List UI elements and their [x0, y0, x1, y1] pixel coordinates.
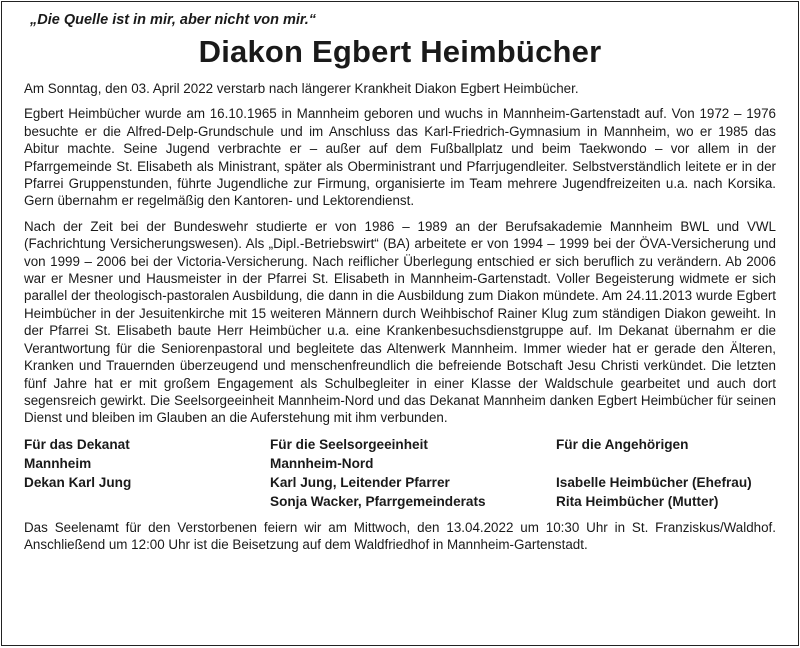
page-title: Diakon Egbert Heimbücher [198, 34, 602, 69]
signature-line: Isabelle Heimbücher (Ehefrau) [556, 474, 752, 490]
funeral-info-paragraph: Das Seelenamt für den Verstorbenen feiern wir am Mittwoch, den 13.04.2022 um 10:30 Uhr in St. Franziskus/Waldhof. Anschließend um 12:00 Uhr ist die Beisetzung auf dem Waldfriedhof in Mannheim-Gartenstadt. [24, 519, 776, 553]
signature-dekanat [24, 435, 270, 511]
signature-line: Karl Jung, Leitender Pfarrer [270, 474, 450, 490]
signature-line: Für die Seelsorgeeinheit [270, 436, 428, 452]
epigraph-quote: „Die Quelle ist in mir, aber nicht von mir.“ [30, 12, 317, 28]
biography-paragraph-youth: Egbert Heimbücher wurde am 16.10.1965 in Mannheim geboren und wuchs in Mannheim-Gartenstadt auf. Von 1972 – 1976 besuchte er die Alfred-Delp-Grundschule und im Anschluss das Karl-Friedrich-Gymnasium in Mannheim, wo er 1985 das Abitur machte. Seine Jugend verbrachte er – außer auf dem Fußballplatz und beim Taekwondo – vor allem in der Pfarrgemeinde St. Elisabeth als Ministrant, später als Oberministrant und Pfarrjugendleiter. Selbstverständlich leitete er in der Pfarrei Gruppenstunden, führte Jugendliche zur Firmung, organisierte im Team mehrere Jugendfreizeiten u.a. nach Korsika. Gern übernahm er regelmäßig den Kantoren- und Lektorendienst. [24, 106, 776, 209]
signature-block [24, 435, 776, 511]
signature-angehoerige [556, 435, 776, 511]
signature-line: Rita Heimbücher (Mutter) [556, 493, 719, 509]
signature-line: Sonja Wacker, Pfarrgemeinderats [270, 493, 486, 509]
intro-paragraph: Am Sonntag, den 03. April 2022 verstarb nach längerer Krankheit Diakon Egbert Heimbücher. [24, 81, 579, 96]
signature-line: Für die Angehörigen [556, 436, 689, 452]
biography-paragraph-career: Nach der Zeit bei der Bundeswehr studierte er von 1986 – 1989 an der Berufsakademie Mannheim BWL und VWL (Fachrichtung Versicherungswesen). Als „Dipl.-Betriebswirt“ (BA) arbeitete er von 1994 – 1999 bei der ÖVA-Versicherung und von 1999 – 2006 bei der Victoria-Versicherung. Nach reiflicher Überlegung entschied er sich beruflich zu verändern. Ab 2006 war er Mesner und Hausmeister in der Pfarrei St. Elisabeth in Mannheim-Gartenstadt. Voller Begeisterung widmete er sich parallel der theologisch-pastoralen Ausbildung, die dann in die Ausbildung zum Diakon mündete. Am 24.11.2013 wurde Egbert Heimbücher in der Jesuitenkirche mit 15 weiteren Männern durch Weihbischof Rainer Klug zum ständigen Diakon geweiht. In der Pfarrei St. Elisabeth baute Herr Heimbücher u.a. eine Krankenbesuchsdienstgruppe auf. Im Dekanat übernahm er die Verantwortung für die Seniorenpastoral und begleitete das Altenwerk Mannheim. Immer wieder hat er gerade den Älteren, Kranken und Trauernden überzeugend und menschenfreundlich die befreiende Botschaft Jesu Christi verkündet. Die letzten fünf Jahre hat er mit großem Engagement als Schulbegleiter in einer Klasse der Waldschule gearbeitet und auch dort segensreich gewirkt. Die Seelsorgeeinheit Mannheim-Nord und das Dekanat Mannheim danken Egbert Heimbücher für seinen Dienst und bleiben im Glauben an die Auferstehung mit ihm verbunden. [24, 218, 776, 426]
signature-line: Mannheim [24, 455, 92, 471]
signature-line: Mannheim-Nord [270, 455, 374, 471]
signature-line: Für das Dekanat [24, 436, 130, 452]
signature-line: Dekan Karl Jung [24, 474, 132, 490]
obituary-notice [1, 1, 799, 646]
signature-seelsorgeeinheit [270, 435, 556, 511]
spacer [556, 454, 776, 473]
